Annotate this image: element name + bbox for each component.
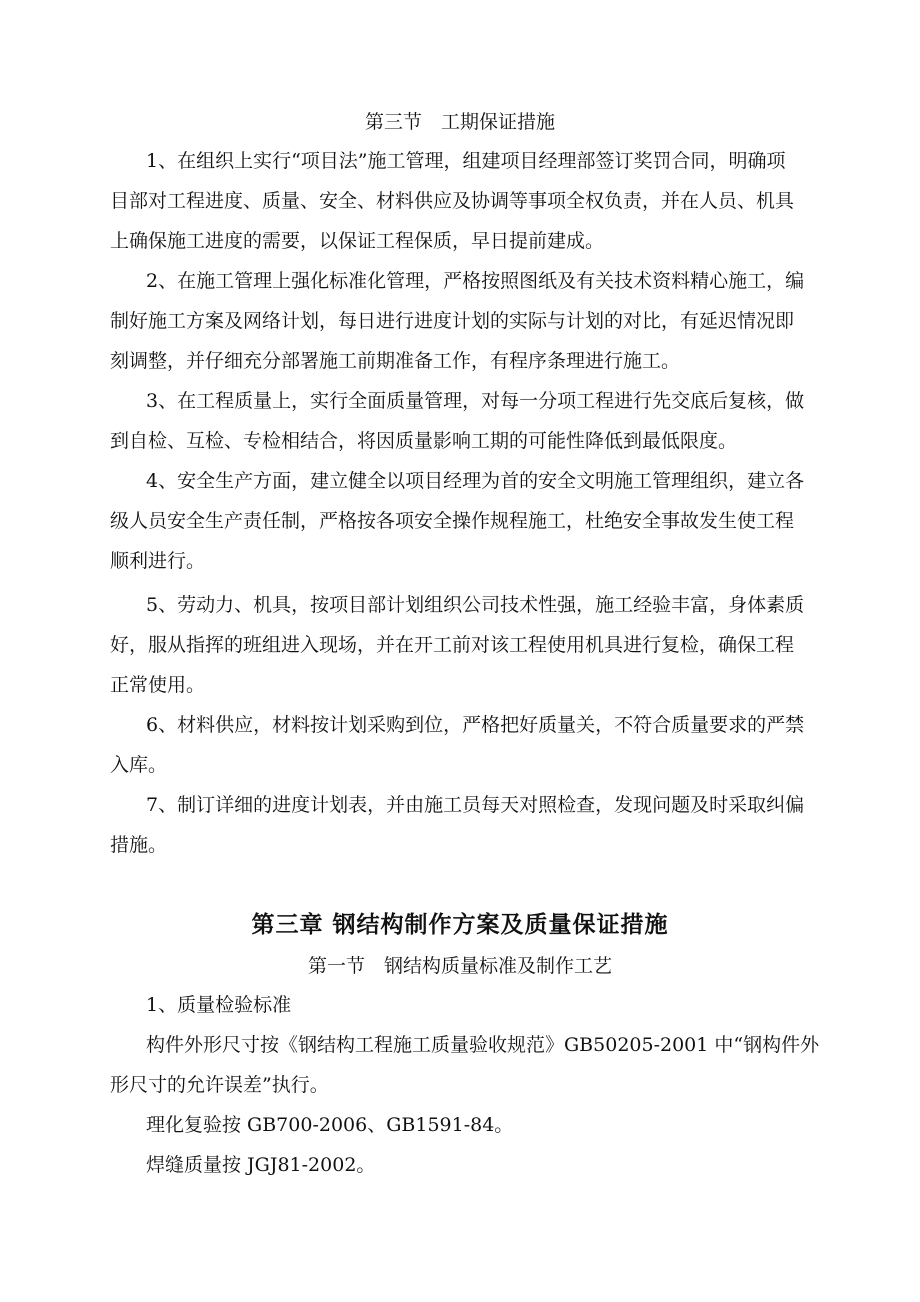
paragraph-line: 好，服从指挥的班组进入现场，并在开工前对该工程使用机具进行复检，确保工程 <box>110 634 795 656</box>
subheading: 1、质量检验标准 <box>146 994 292 1016</box>
paragraph-line: 刻调整，并仔细充分部署施工前期准备工作，有程序条理进行施工。 <box>110 350 681 372</box>
paragraph-line: 3、在工程质量上，实行全面质量管理，对每一分项工程进行先交底后复核，做 <box>146 390 805 412</box>
section-heading: 第三节 工期保证措施 <box>364 111 555 133</box>
paragraph-line: 制好施工方案及网络计划，每日进行进度计划的实际与计划的对比，有延迟情况即 <box>110 310 795 332</box>
chapter-heading: 第三章 钢结构制作方案及质量保证措施 <box>251 911 669 938</box>
paragraph-line: 正常使用。 <box>110 674 206 696</box>
paragraph-line: 5、劳动力、机具，按项目部计划组织公司技术性强，施工经验丰富，身体素质 <box>146 594 805 616</box>
paragraph-line: 理化复验按 GB700-2006、GB1591-84。 <box>146 1114 514 1136</box>
paragraph-line: 1、在组织上实行“项目法”施工管理，组建项目经理部签订奖罚合同，明确项 <box>146 150 786 172</box>
paragraph-line: 7、制订详细的进度计划表，并由施工员每天对照检查，发现问题及时采取纠偏 <box>146 794 805 816</box>
paragraph-line: 6、材料供应，材料按计划采购到位，严格把好质量关，不符合质量要求的严禁 <box>146 714 805 736</box>
paragraph-line: 4、安全生产方面，建立健全以项目经理为首的安全文明施工管理组织，建立各 <box>146 470 805 492</box>
paragraph-line: 到自检、互检、专检相结合，将因质量影响工期的可能性降低到最低限度。 <box>110 430 738 452</box>
paragraph-line: 目部对工程进度、质量、安全、材料供应及协调等事项全权负责，并在人员、机具 <box>110 190 795 212</box>
paragraph-line: 2、在施工管理上强化标准化管理，严格按照图纸及有关技术资料精心施工，编 <box>146 270 805 292</box>
paragraph-line: 措施。 <box>110 834 168 856</box>
section-heading: 第一节 钢结构质量标准及制作工艺 <box>307 955 612 977</box>
paragraph-line: 级人员安全生产责任制，严格按各项安全操作规程施工，杜绝安全事故发生使工程 <box>110 510 795 532</box>
paragraph-line: 构件外形尺寸按《钢结构工程施工质量验收规范》GB50205-2001 中“钢构件外 <box>146 1034 820 1056</box>
paragraph-line: 上确保施工进度的需要，以保证工程保质，早日提前建成。 <box>110 230 605 252</box>
paragraph-line: 顺利进行。 <box>110 550 206 572</box>
paragraph-line: 焊缝质量按 JGJ81-2002。 <box>146 1154 376 1176</box>
paragraph-line: 入库。 <box>110 754 168 776</box>
paragraph-line: 形尺寸的允许误差”执行。 <box>110 1074 329 1096</box>
